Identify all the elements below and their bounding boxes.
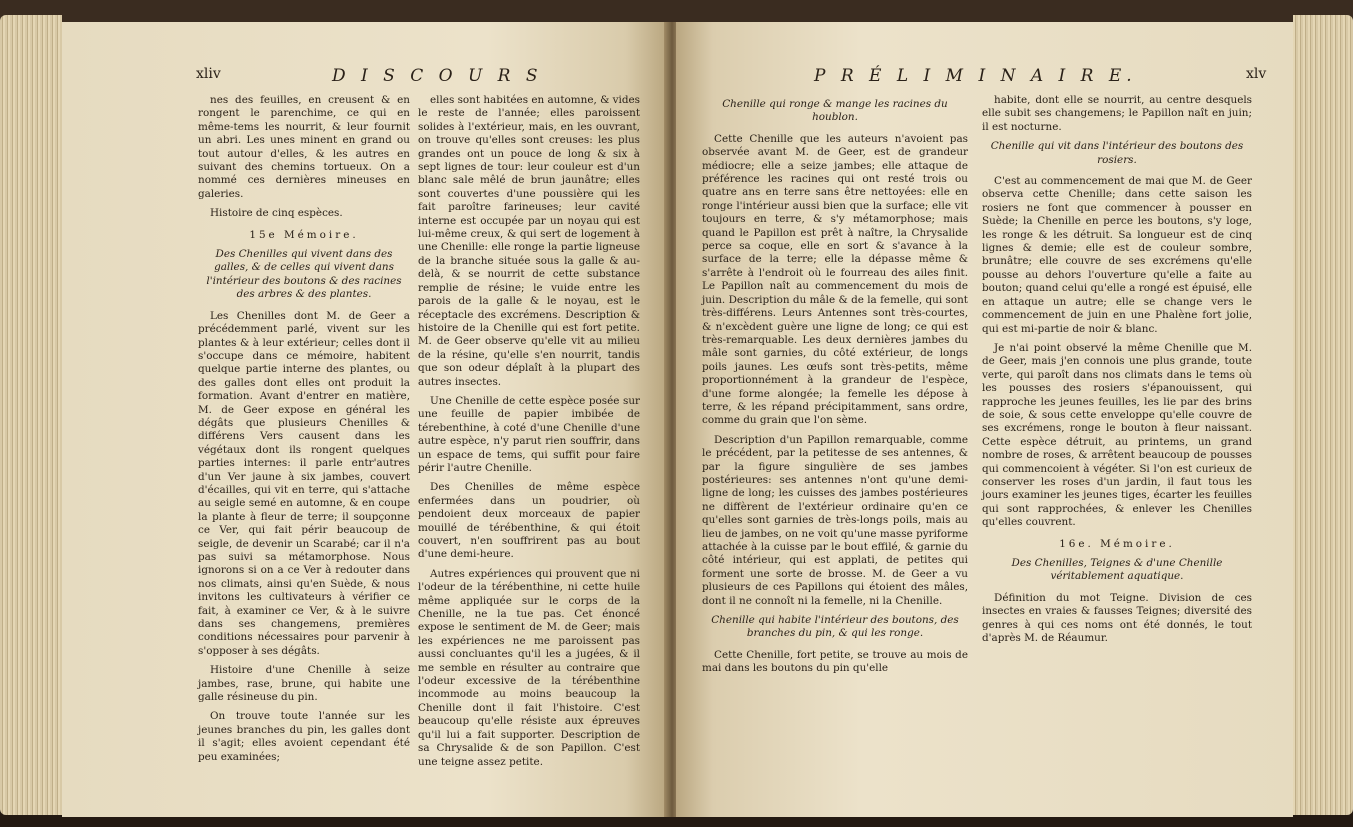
paragraph: Je n'ai point observé la même Chenille que M. de Geer, mais j'en connois une plus grande, toute verte, qui paroît dans nos climats dans le tems où les pousses des rosiers s'épanouissent, qui rapproche les jeunes feuilles, les lie par des brins de soie, & sous cette enveloppe qu'elle couvre de ses excrémens, ronge le bouton à fleur naissant. Cette espèce détruit, au printems, un grand nombre de roses, & arrêtent beaucoup de pousses qui commencoient à végéter. Si l'on est curieux de conserver les roses d'un jardin, il faut tous les jours examiner les jeunes tiges, écarter les feuilles qui sont rapprochées, & enlever les Chenilles qu'elles couvrent. (982, 341, 1252, 529)
left-page (62, 22, 668, 817)
right-column-2 (982, 94, 1252, 651)
subtitle-heading: Chenille qui ronge & mange les racines du houblon. (722, 98, 948, 124)
paragraph: C'est au commencement de mai que M. de Geer observa cette Chenille; dans cette saison les rosiers ne font que commencer à pousser en Suède; la Chenille en perce les boutons, s'y loge, les ronge & les détruit. Sa longueur est de cinq lignes & demie; elle est de couleur sombre, brunâtre; elle couvre de ses excrémens qu'elle pousse au dehors l'ouverture qu'elle a faite au bouton; quand celui qu'elle a rongé est épuisé, elle en attaque un autre; elle se change vers le commencement de juin en une Phalène fort jolie, qui est mi-partie de noir & blanc. (982, 175, 1252, 335)
title-heading: Des Chenilles qui vivent dans des galles, & de celles qui vivent dans l'intérieur des boutons & des racines des arbres & des plantes. (206, 248, 402, 301)
running-head-right: P R É L I M I N A I R E. (814, 66, 1137, 86)
subtitle-heading: Chenille qui vit dans l'intérieur des boutons des rosiers. (990, 140, 1244, 166)
memoir-heading: 16e. Mémoire. (1059, 537, 1175, 550)
paragraph: Description d'un Papillon remarquable, comme le précédent, par la petitesse de ses antennes, & par la figure singulière de ses jambes postérieures: ses antennes n'ont qu'une demi-ligne de long; les cuisses des jambes postérieures ne diffèrent de l'extérieur ordinaire qu'en ce qu'elles sont garnies de très-longs poils, mais au lieu de jambes, on ne voit qu'une masse pyriforme attachée à la cuisse par le bout effilé, & garnie du côté intérieur, qui est applati, de petites qui forment une sorte de brosse. M. de Geer a vu plusieurs de ces Papillons qui étoient des mâles, dont il ne connoît ni la femelle, ni la Chenille. (702, 433, 968, 607)
paragraph: Histoire de cinq espèces. (210, 207, 343, 220)
paragraph: Autres expériences qui prouvent que ni l'odeur de la térébenthine, ni cette huile même appliquée sur le corps de la Chenille, ne la tue pas. Cet énoncé expose le sentiment de M. de Geer; mais les expériences ne me paroissent pas aussi concluantes qu'il les a jugées, & il me semble en résulter au contraire que l'odeur excessive de la térébenthine incommode au moins beaucoup la Chenille dont il fait l'histoire. C'est beaucoup qu'elle résiste aux épreuves qu'il lui a fait supporter. Description de sa Chrysalide & de son Papillon. C'est une teigne assez petite. (418, 567, 640, 768)
subtitle-heading: Chenille qui habite l'intérieur des boutons, des branches du pin, & qui les ronge. (711, 614, 959, 640)
left-column-2 (418, 94, 640, 775)
right-page-edges (1293, 15, 1353, 815)
right-column-1 (702, 94, 968, 682)
paragraph: Cette Chenille que les auteurs n'avoient pas observée avant M. de Geer, est de grandeur médiocre; elle a seize jambes; elle attaque de préférence les racines qui ont resté trois ou quatre ans en terre sans être nettoyées: elle en ronge l'intérieur aussi bien que la surface; elle vit toujours en terre, & s'y métamorphose; mais quand le Papillon est prêt à naître, la Chrysalide perce sa coque, elle en sort & s'avance à la surface de la terre; elle la dépasse même & s'arrête à l'endroit où le fourreau des ailes finit. Le Papillon naît au commencement du mois de juin. Description du mâle & de la femelle, qui sont très-différens. Leurs Antennes sont très-courtes, & n'excèdent guère une ligne de long; ce qui est très-remarquable. Les deux dernières jambes du mâle sont garnies, du côté extérieur, de longs poils jaunes. Les œufs sont très-petits, même proportionnément à la grandeur de l'espèce, d'une forme alongée; la femelle les dépose à terre, & les répand précipitamment, sans ordre, comme du grain que l'on sème. (702, 132, 968, 427)
paragraph: Définition du mot Teigne. Division de ces insectes en vraies & fausses Teignes; diversité des genres à qui ces noms ont été donnés, le tout d'après M. de Réaumur. (982, 591, 1252, 645)
left-page-edges (0, 15, 62, 815)
page-number-right: xlv (1246, 66, 1267, 82)
paragraph: habite, dont elle se nourrit, au centre desquels elle subit ses changemens; le Papillon naît en juin; il est nocturne. (982, 94, 1252, 133)
paragraph: Cette Chenille, fort petite, se trouve au mois de mai dans les boutons du pin qu'elle (702, 648, 968, 675)
memoir-heading: 15e Mémoire. (249, 228, 359, 241)
running-head-left: D I S C O U R S (332, 66, 543, 86)
paragraph: Des Chenilles de même espèce enfermées dans un poudrier, où pendoient deux morceaux de papier mouillé de térébenthine, & qui étoit couvert, n'en souffrirent pas au bout d'une demi-heure. (418, 481, 640, 561)
title-heading: Des Chenilles, Teignes & d'une Chenille véritablement aquatique. (1011, 557, 1223, 583)
paragraph: Les Chenilles dont M. de Geer a précédemment parlé, vivent sur les plantes & à leur extérieur; celles dont il s'occupe dans ce mémoire, habitent quelque partie interne des plantes, ou des galles dont elles ont produit la formation. Avant d'entrer en matière, M. de Geer expose en général les dégâts que plusieurs Chenilles & différens Vers causent dans les végétaux dont ils rongent quelques parties internes: il parle entr'autres d'un Ver jaune à six jambes, couvert d'écailles, qui vit en terre, qui s'attache au seigle semé en automne, & en coupe la plante à fleur de terre; il soupçonne ce Ver, qui fait périr beaucoup de seigle, de devenir un Scarabé; car il n'a pas suivi sa métamorphose. Nous ignorons si on a ce Ver à redouter dans nos climats, ainsi qu'en Suède, & nous invitons les cultivateurs à vérifier ce fait, à examiner ce Ver, & à le suivre dans ses changemens, premières conditions nécessaires pour parvenir à s'opposer à ses dégâts. (198, 309, 410, 657)
paragraph: elles sont habitées en automne, & vides le reste de l'année; elles paroissent solides à l'extérieur, mais, en les ouvrant, on trouve qu'elles sont creuses: les plus grandes ont un pouce de long & six à sept lignes de tour: leur couleur est d'un blanc sale mêlé de brun jaunâtre; elles sont couvertes d'une poussière qui les fait paroître farineuses; leur cavité interne est occupée par un noyau qui est lui-même creux, & qui sert de logement à une Chenille: elle ronge la partie ligneuse de la branche située sous la galle & au-delà, & se nourrit de cette substance remplie de résine; le vuide entre les parois de la galle & le noyau, est le réceptacle des excrémens. Description & histoire de la Chenille qui est fort petite. M. de Geer observe qu'elle vit au milieu de la résine, qu'elle s'en nourrit, tandis que son odeur déplaît à la plupart des autres insectes. (418, 94, 640, 388)
paragraph: Une Chenille de cette espèce posée sur une feuille de papier imbibée de térebenthine, à coté d'une Chenille d'une autre espèce, n'y parut rien souffrir, dans un espace de tems, qui suffit pour faire périr l'autre Chenille. (418, 394, 640, 474)
page-number-left: xliv (196, 66, 221, 82)
paragraph: On trouve toute l'année sur les jeunes branches du pin, les galles dont il s'agit; elles avoient cependant été peu examinées; (198, 710, 410, 763)
left-column-1 (198, 94, 410, 770)
paragraph: Histoire d'une Chenille à seize jambes, rase, brune, qui habite une galle résineuse du pin. (198, 664, 410, 704)
right-page (676, 22, 1293, 817)
paragraph: nes des feuilles, en creusent & en rongent le parenchime, ce qui en même-tems les nourrit, & leur fournit un abri. Les unes minent en grand ou tout autour d'elles, & les autres en suivant des chemins tortueux. On a nommé ces dernières mineuses en galeries. (198, 94, 410, 200)
